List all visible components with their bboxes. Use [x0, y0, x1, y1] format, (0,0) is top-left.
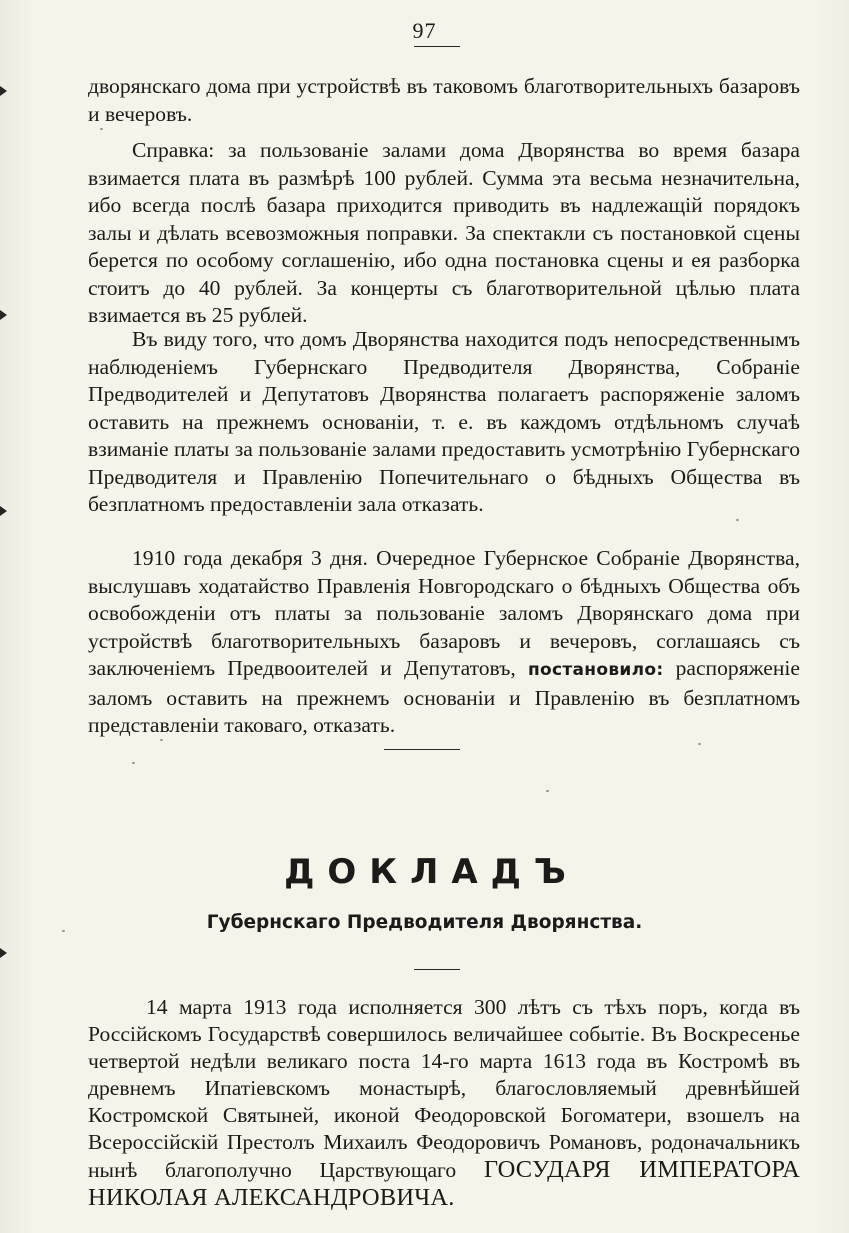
margin-arrow-icon	[0, 506, 7, 516]
paper-speck	[698, 743, 701, 745]
margin-arrow-icon	[0, 86, 7, 96]
paragraph-continuation: дворянскаго дома при устройствѣ въ таковомъ благотворительныхъ базаровъ и вечеровъ.	[88, 74, 800, 126]
left-margin-marks	[0, 0, 12, 1233]
paper-speck	[132, 762, 135, 764]
paragraph-report-body	[88, 994, 800, 1212]
paper-speck	[546, 790, 549, 792]
resolution-text: распоряженіе заломъ оставить на прежнемъ основаніи и Правленію въ безплатномъ представленіи таковаго, отказать.	[88, 656, 801, 737]
paragraph-assembly-opinion: Въ виду того, что домъ Дворянства находится подъ непосредственнымъ наблюденіемъ Губернскаго Предводителя Дворянства, Собраніе Предводителей и Депутатовъ Дворянства полагаетъ распоряженіе заломъ оставить на прежнемъ основаніи, т. е. въ каждомъ отдѣльномъ случаѣ взиманіе платы за пользованіе залами предоставить усмотрѣнію Губернскаго Предводителя и Правленію Попечительнаго о бѣдныхъ Общества въ безплатномъ предоставленіи зала отказать.	[88, 327, 800, 516]
paper-speck	[100, 128, 103, 130]
section-divider	[384, 749, 460, 750]
paragraph-resolution	[88, 545, 800, 740]
paper-speck	[736, 519, 739, 521]
emperor-name: ГОСУДАРЯ ИМПЕРАТОРА НИКОЛАЯ АЛЕКСАНДРОВИЧА.	[88, 1156, 800, 1211]
report-title: ДОКЛАДЪ	[284, 852, 579, 892]
resolution-keyword: постановило:	[527, 660, 664, 680]
paragraph-reference-note: Справка: за пользованіе залами дома Дворянства во время базара взимается плата въ размѣрѣ 100 рублей. Сумма эта весьма незначительна, ибо всегда послѣ базара приходится приводить въ надлежащій порядокъ залы и дѣлать всевозможныя поправки. За спектакли съ постановкой сцены берется по особому соглашенію, ибо одна постановка сцены и ея разборка стоитъ до 40 рублей. За концерты съ благотворительной цѣлью плата взимается въ 25 рублей.	[88, 138, 800, 327]
resolution-intro: 1910 года декабря 3 дня. Очередное Губернское Собраніе Дворянства, выслушавъ ходатайство Правленія Новгородскаго о бѣдныхъ Общества объ освобожденіи отъ платы за пользованіе заломъ Дворянскаго дома при устройствѣ благотворительныхъ базаровъ и вечеровъ, соглашаясь съ заключеніемъ Предвооителей и Депутатовъ,	[88, 546, 800, 680]
margin-arrow-icon	[0, 948, 7, 958]
paper-speck	[62, 930, 65, 932]
margin-arrow-icon	[0, 310, 7, 320]
paper-speck	[160, 739, 163, 741]
page-number: 97	[412, 18, 437, 43]
page-number-underline	[414, 46, 460, 47]
subtitle-divider	[414, 969, 460, 970]
report-subtitle: Губернскаго Предводителя Дворянства.	[206, 912, 643, 933]
report-body-text: 14 марта 1913 года исполняется 300 лѣтъ съ тѣхъ поръ, когда въ Россійскомъ Государствѣ совершилось величайшее событіе. Въ Воскресенье четвертой недѣли великаго поста 14-го марта 1613 года въ Костромѣ въ древнемъ Ипатіевскомъ монастырѣ, благословляемый древнѣйшей Костромской Святыней, иконой Феодоровской Богоматери, взошелъ на Всероссійскій Престолъ Михаилъ Феодоровичъ Романовъ, родоначальникъ нынѣ благополучно Царствующаго	[88, 995, 800, 1182]
